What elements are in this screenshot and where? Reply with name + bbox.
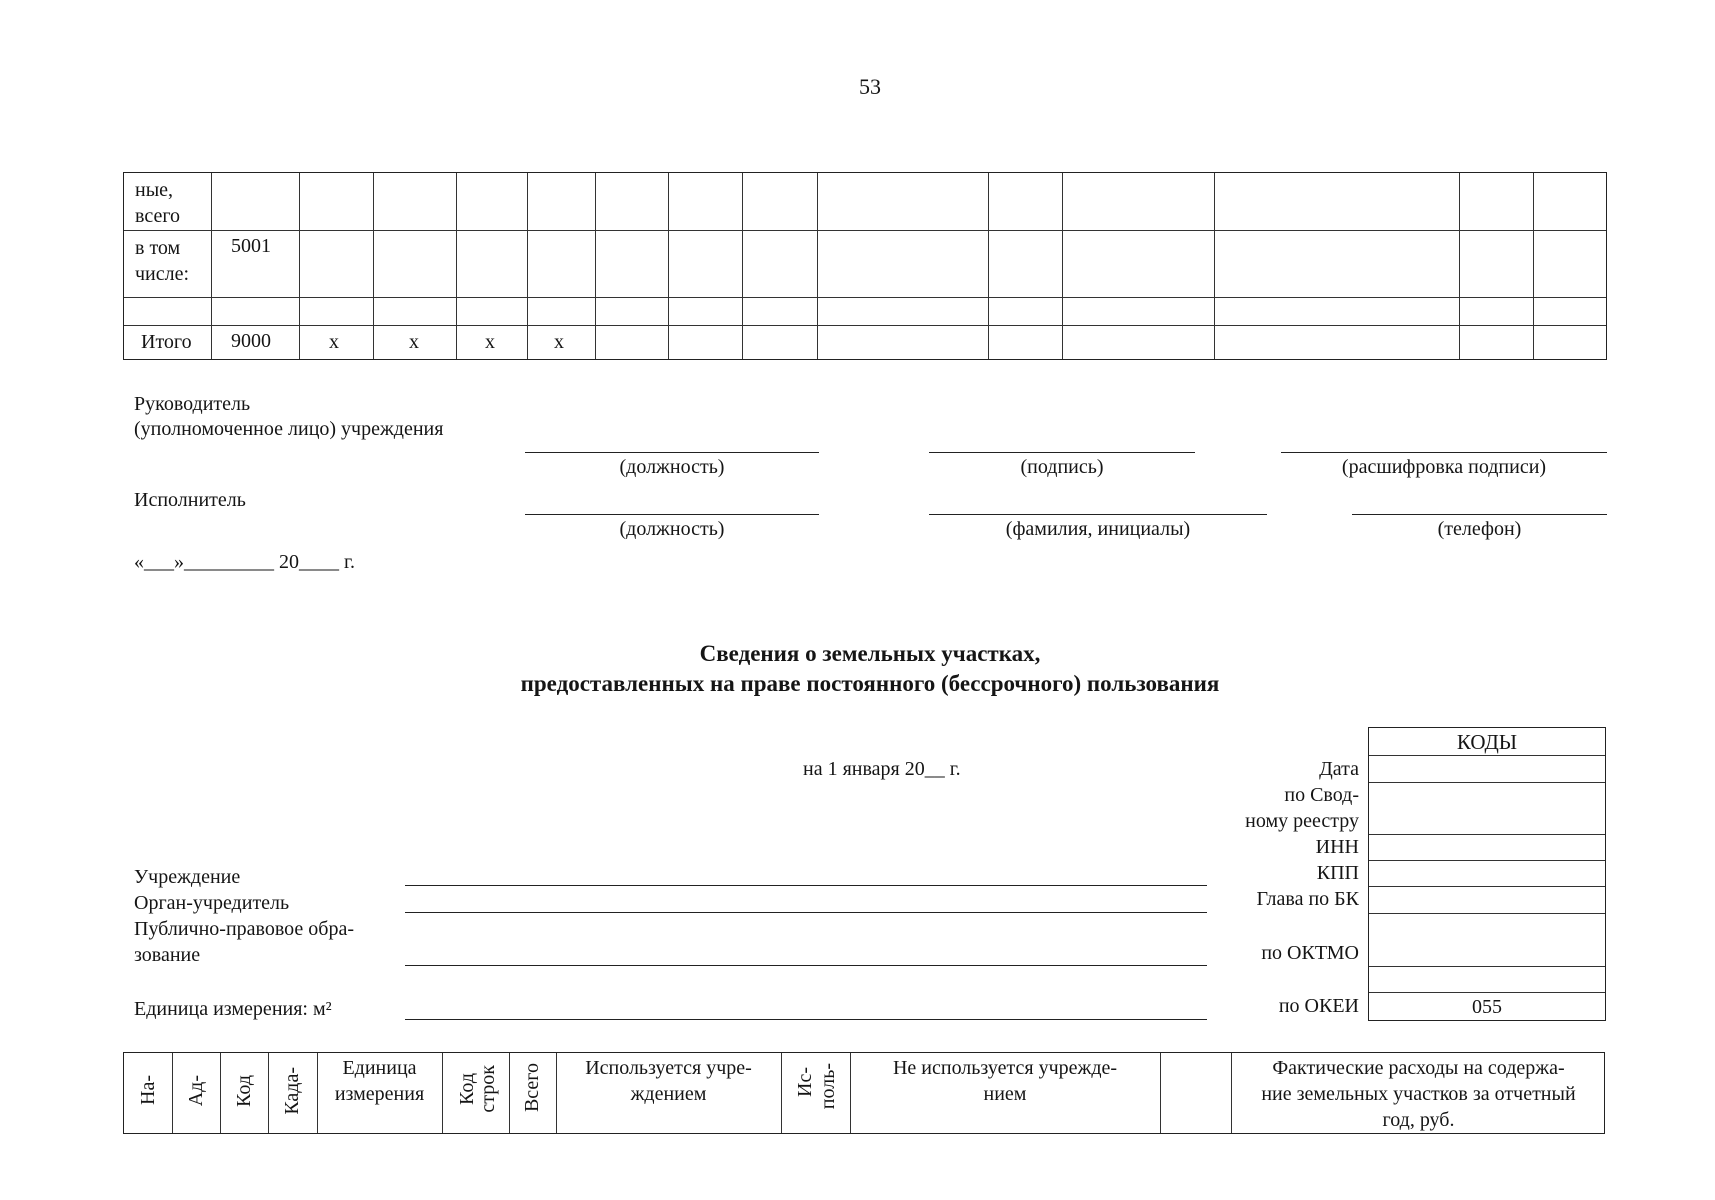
executor-position-line[interactable] [525,514,819,515]
executor-label: Исполнитель [134,489,246,511]
header-code: Код [233,1075,255,1107]
row-label-total-all: ные, всего [135,179,181,227]
codes-label-bk: Глава по БК [1256,888,1359,910]
row-code-9000: 9000 [231,330,271,352]
page-number: 53 [859,74,881,99]
name-caption: (фамилия, инициалы) [1005,518,1191,540]
phone-caption: (телефон) [1437,518,1522,540]
header-actual-expenses: Фактические расходы на содержа- ние земельных участков за отчетный год, руб. [1261,1057,1576,1131]
decoding-line[interactable] [1281,452,1607,453]
x-mark: х [554,331,564,353]
institution-field[interactable] [405,885,1207,886]
header-address: Ад- [185,1075,207,1107]
codes-label-okei: по ОКЕИ [1278,995,1359,1017]
report-date-label: на 1 января 20__ г. [803,758,961,780]
header-used-by-2: поль- [817,1063,839,1110]
position-caption: (должность) [619,456,725,478]
x-mark: х [409,331,419,353]
public-entity-label: Публично-правовое обра- [134,918,354,940]
codes-label-registry: по Свод- [1284,784,1359,806]
header-used-by: Ис- [794,1067,816,1097]
x-mark: х [329,331,339,353]
institution-label: Учреждение [134,866,241,888]
row-code-5001: 5001 [231,235,271,257]
header-not-used: Не используется учрежде- нием [892,1057,1118,1105]
document-title: Сведения о земельных участках, [699,641,1041,666]
signature-line[interactable] [929,452,1195,453]
codes-box [1368,727,1606,1021]
public-entity-label-2: зование [134,944,201,966]
executor-phone-line[interactable] [1352,514,1607,515]
header-line-code: Код [456,1073,478,1105]
x-mark: х [485,331,495,353]
executor-name-line[interactable] [929,514,1267,515]
codes-header: КОДЫ [1456,730,1518,754]
row-label-itogo: Итого [141,331,192,353]
header-name: На- [137,1075,159,1105]
document-title-line2: предоставленных на праве постоянного (бессрочного) пользования [520,671,1220,696]
row-label-including: в том числе: [135,237,190,285]
codes-label-oktmo: по ОКТМО [1261,942,1359,964]
okei-code-value: 055 [1472,996,1502,1018]
header-line-code-2: строк [477,1065,499,1113]
codes-label-kpp: КПП [1316,862,1359,884]
signature-caption: (подпись) [1020,456,1104,478]
codes-label-date: Дата [1319,758,1359,780]
unit-label: Единица измерения: м² [134,998,332,1020]
codes-label-registry-2: ному реестру [1245,810,1359,832]
head-label: Руководитель [134,393,251,415]
founder-label: Орган-учредитель [134,892,290,914]
codes-label-inn: ИНН [1315,836,1359,858]
position-caption-2: (должность) [619,518,725,540]
header-unit: Единица измерения [334,1057,425,1105]
position-line[interactable] [525,452,819,453]
decoding-caption: (расшифровка подписи) [1341,456,1547,478]
land-plots-table-header [123,1052,1605,1134]
header-used: Используется учре- ждением [585,1057,752,1105]
header-total: Всего [521,1063,543,1113]
head-label-sub: (уполномоченное лицо) учреждения [134,418,444,440]
header-cadastral: Када- [281,1067,303,1115]
unit-field[interactable] [405,1019,1207,1020]
founder-field[interactable] [405,912,1207,913]
continuation-table [123,172,1607,360]
date-line: «___»_________ 20____ г. [134,551,355,573]
public-entity-field[interactable] [405,965,1207,966]
